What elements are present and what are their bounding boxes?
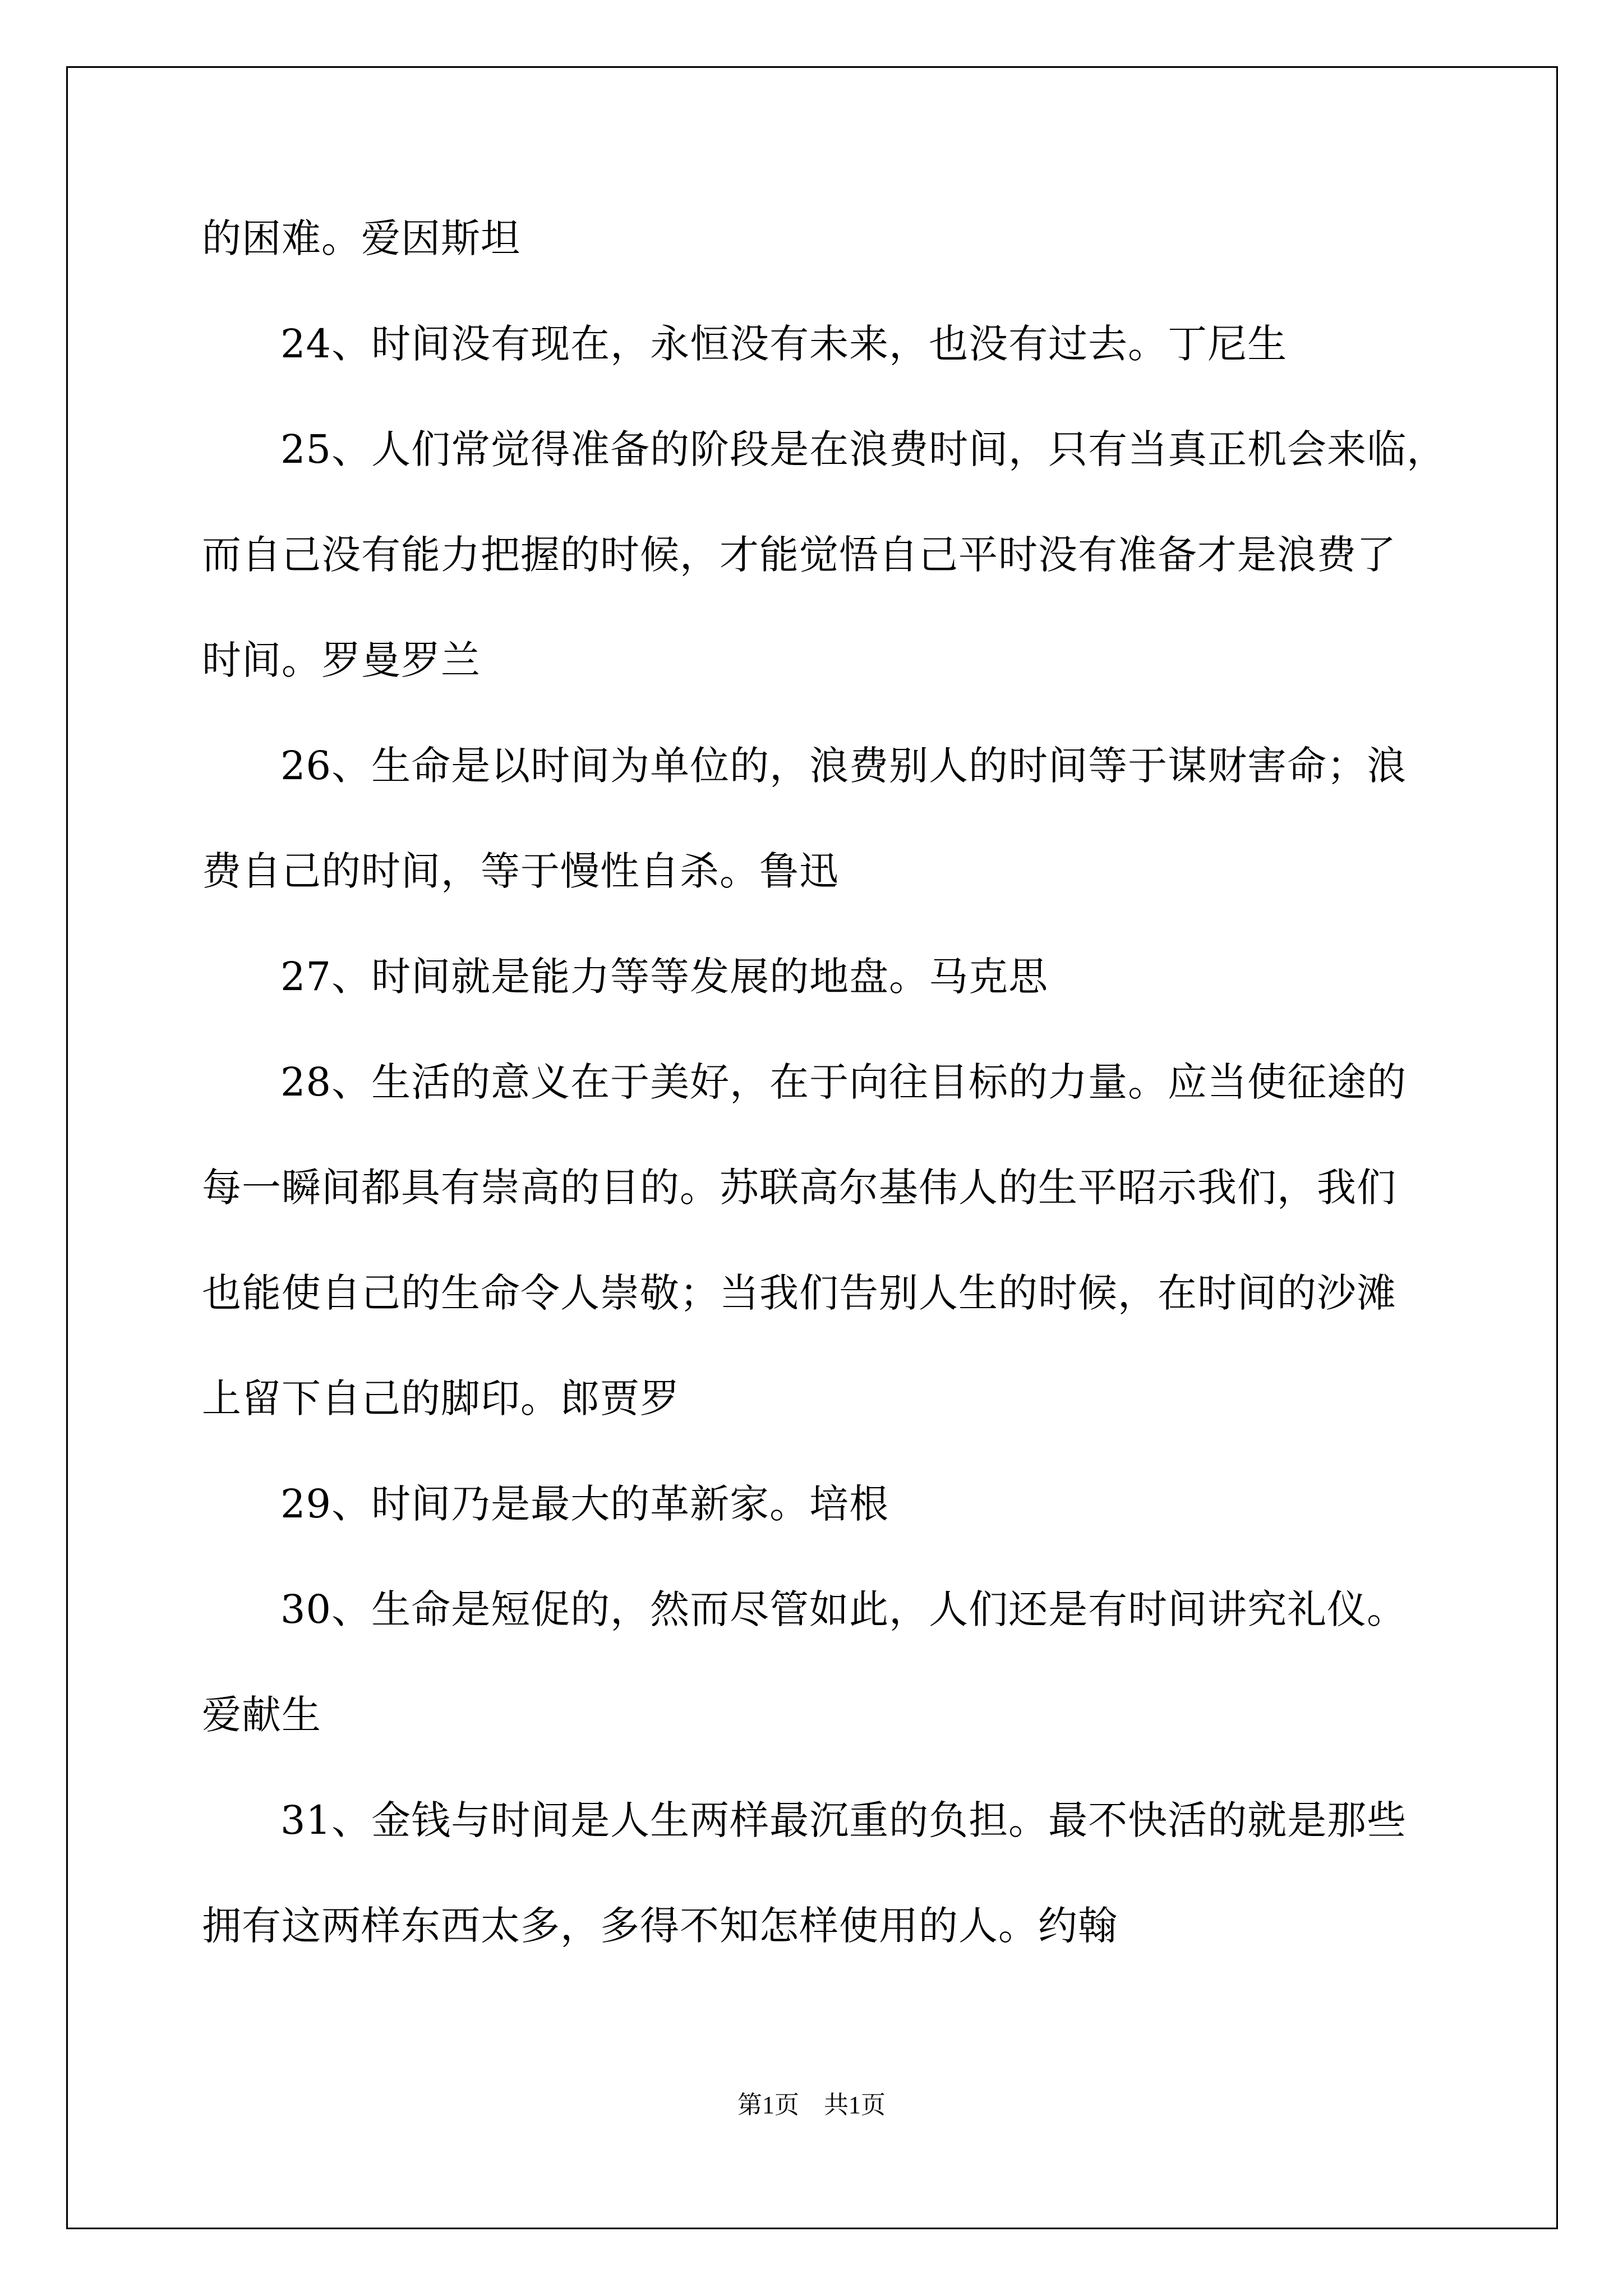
page-number: 第1页 共1页: [737, 2091, 886, 2119]
quote-26: 26、生命是以时间为单位的，浪费别人的时间等于谋财害命；浪: [280, 743, 1407, 789]
quote-25: 25、人们常觉得准备的阶段是在浪费时间，只有当真正机会来临，: [280, 426, 1447, 472]
document-body: [202, 215, 1464, 1949]
text-line: 时间。罗曼罗兰: [202, 637, 481, 683]
text-line: 上留下自己的脚印。郎贾罗: [202, 1375, 680, 1421]
quote-24: 24、时间没有现在，永恒没有未来，也没有过去。丁尼生: [280, 321, 1288, 367]
text-line: 拥有这两样东西太多，多得不知怎样使用的人。约翰: [202, 1903, 1118, 1949]
quote-31: 31、金钱与时间是人生两样最沉重的负担。最不快活的就是那些: [280, 1797, 1407, 1843]
text-line: 爱献生: [202, 1692, 321, 1738]
text-line: 费自己的时间，等于慢性自杀。鲁迅: [202, 848, 839, 894]
text-line: 也能使自己的生命令人崇敬；当我们告别人生的时候，在时间的沙滩: [202, 1270, 1396, 1316]
quote-29: 29、时间乃是最大的革新家。培根: [280, 1481, 889, 1527]
text-line: 每一瞬间都具有崇高的目的。苏联高尔基伟人的生平昭示我们，我们: [202, 1165, 1396, 1211]
text-line: 而自己没有能力把握的时候，才能觉悟自己平时没有准备才是浪费了: [202, 532, 1396, 578]
quote-28: 28、生活的意义在于美好，在于向往目标的力量。应当使征途的: [280, 1059, 1407, 1105]
quote-30: 30、生命是短促的，然而尽管如此，人们还是有时间讲究礼仪。: [280, 1586, 1407, 1632]
text-line: 的困难。爱因斯坦: [202, 215, 520, 261]
quote-27: 27、时间就是能力等等发展的地盘。马克思: [280, 954, 1049, 1000]
